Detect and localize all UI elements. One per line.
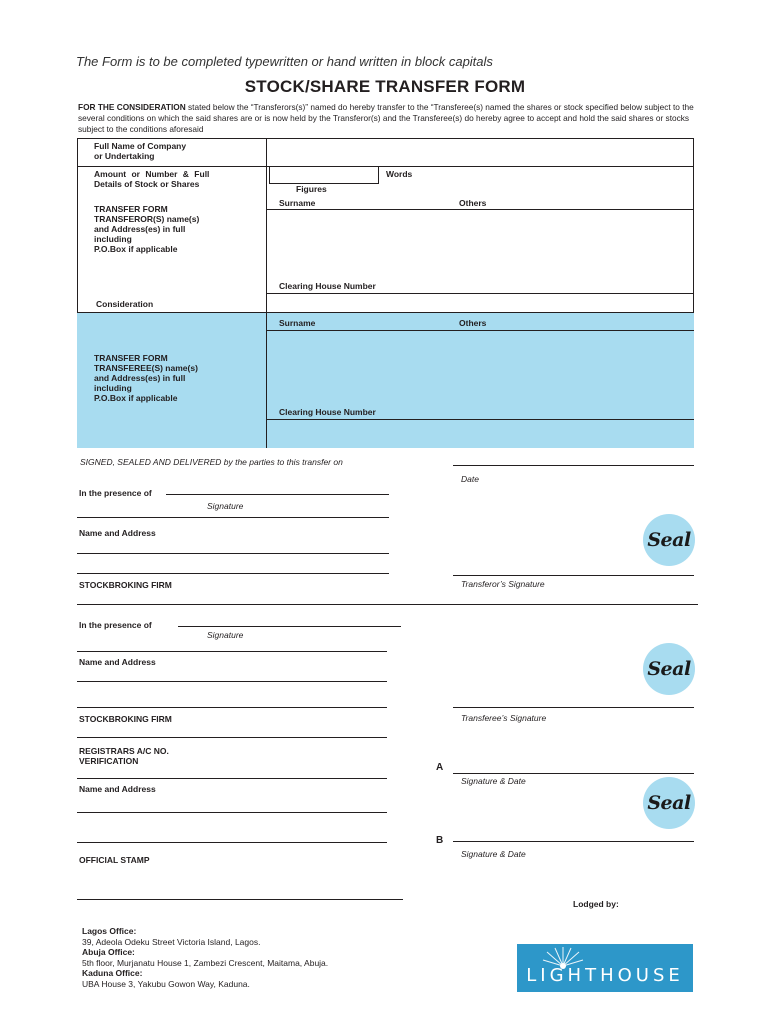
lighthouse-logo (517, 944, 693, 992)
abuja-office-title: Abuja Office: (82, 947, 135, 957)
signature-label-2: Signature (207, 630, 244, 640)
figures-label: Figures (296, 184, 327, 194)
mark-b: B (436, 835, 444, 846)
date-label: Date (461, 474, 479, 484)
transferor-signature-label: Transferor’s Signature (461, 579, 545, 589)
transferee-others-label: Others (459, 318, 487, 328)
form-title: STOCK/SHARE TRANSFER FORM (244, 77, 526, 96)
signature-date-a: Signature & Date (461, 776, 526, 786)
intro-text: stated below the “Transferors(s)” named do hereby transfer to the “Transferee(s) named the shares or stock specified below subject to the several conditions on which the said shares are or is now held by the Transferor(s) and the Transferee(s) do hereby agree to accept and hold the said shares or stocks subject to the conditions aforesaid (78, 102, 694, 134)
intro-bold: FOR THE CONSIDERATION (78, 102, 186, 112)
name-address-label-1: Name and Address (79, 528, 156, 538)
stockbroking-label-1: STOCKBROKING FIRM (79, 580, 172, 590)
words-label: Words (386, 169, 413, 179)
transferee-surname-label: Surname (279, 318, 316, 328)
presence-label-1: In the presence of (79, 488, 152, 498)
amount-label: Amount or Number & Full Details of Stock or Shares (94, 169, 210, 189)
mark-a: A (436, 762, 444, 773)
kaduna-office-title: Kaduna Office: (82, 968, 143, 978)
transferor-surname-label: Surname (279, 198, 316, 208)
seal-3: Seal (643, 777, 695, 829)
signature-label-1: Signature (207, 501, 244, 511)
signature-date-b: Signature & Date (461, 849, 526, 859)
presence-label-2: In the presence of (79, 620, 152, 630)
signed-sealed-line: SIGNED, SEALED AND DELIVERED by the parties to this transfer on (80, 457, 343, 467)
words-input[interactable] (269, 166, 379, 184)
transferee-label: TRANSFER FORM TRANSFEREE(S) name(s) and Address(es) in full including P.O.Box if applicable (94, 353, 198, 403)
lagos-office-address: 39, Adeola Odeku Street Victoria Island, Lagos. (82, 936, 261, 947)
name-address-label-2: Name and Address (79, 657, 156, 667)
official-stamp-label: OFFICIAL STAMP (79, 855, 150, 865)
seal-1: Seal (643, 514, 695, 566)
company-label: Full Name of Company or Undertaking (94, 141, 187, 161)
lodged-by-label: Lodged by: (573, 899, 619, 909)
lagos-office-title: Lagos Office: (82, 926, 137, 936)
instruction-note: The Form is to be completed typewritten or hand written in block capitals (76, 54, 493, 69)
transferor-others-label: Others (459, 198, 487, 208)
kaduna-office-address: UBA House 3, Yakubu Gowon Way, Kaduna. (82, 978, 250, 989)
intro-paragraph (78, 102, 698, 135)
logo-text: LIGHTHOUSE (526, 965, 684, 986)
registrars-label: REGISTRARS A/C NO. VERIFICATION (79, 746, 169, 766)
transferee-clearing-label: Clearing House Number (279, 407, 376, 417)
transferee-signature-label: Transferee’s Signature (461, 713, 547, 723)
name-address-label-3: Name and Address (79, 784, 156, 794)
stockbroking-label-2: STOCKBROKING FIRM (79, 714, 172, 724)
transferor-label: TRANSFER FORM TRANSFEROR(S) name(s) and Address(es) in full including P.O.Box if applicable (94, 204, 200, 254)
office-addresses (82, 926, 328, 989)
transferor-clearing-label: Clearing House Number (279, 281, 376, 291)
seal-2: Seal (643, 643, 695, 695)
consideration-label: Consideration (96, 299, 154, 309)
transfer-table (77, 138, 694, 448)
abuja-office-address: 5th floor, Murjanatu House 1, Zambezi Crescent, Maitama, Abuja. (82, 957, 329, 968)
